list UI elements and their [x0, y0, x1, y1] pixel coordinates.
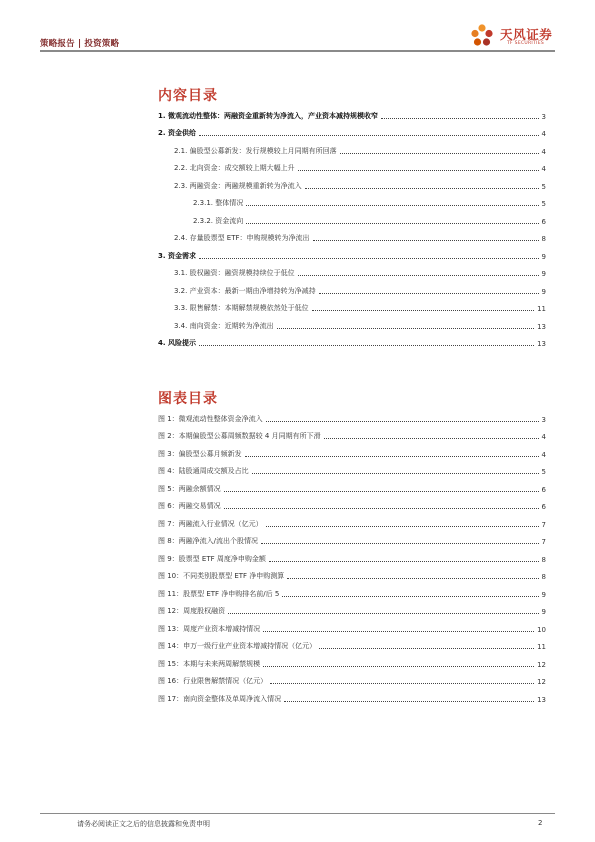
figure-entry-page: 11 — [537, 643, 546, 651]
figure-entry-label: 图 8：两融净流入/流出个股情况 — [158, 537, 259, 545]
figure-entry[interactable] — [158, 459, 546, 477]
figure-entry-page: 7 — [541, 538, 546, 546]
figure-entry-page: 9 — [541, 608, 546, 616]
contents-entry-page: 4 — [541, 130, 546, 138]
figure-entry[interactable] — [158, 511, 546, 529]
dot-leader — [324, 438, 539, 439]
dot-leader — [266, 421, 539, 422]
contents-list — [158, 103, 546, 348]
contents-entry[interactable] — [158, 138, 546, 156]
contents-entry[interactable] — [158, 331, 546, 349]
contents-entry[interactable] — [158, 103, 546, 121]
figure-entry-page: 6 — [541, 485, 546, 494]
contents-entry[interactable] — [158, 243, 546, 261]
dot-leader — [312, 310, 534, 311]
contents-entry-label: 3.4. 南向资金：近期转为净流出 — [174, 321, 274, 330]
figure-entry-page: 8 — [541, 555, 546, 564]
figure-entry-page: 5 — [541, 468, 546, 476]
dot-leader — [246, 205, 538, 206]
contents-entry-label: 2.2. 北向资金：成交额较上期大幅上升 — [174, 164, 295, 172]
contents-entry[interactable] — [158, 278, 546, 296]
figure-entry-label: 图 4：陆股通周成交额及占比 — [158, 467, 249, 475]
header-divider — [40, 50, 555, 52]
contents-entry[interactable] — [158, 296, 546, 314]
figure-entry[interactable] — [158, 529, 546, 547]
dot-leader — [313, 240, 539, 241]
contents-entry-page: 4 — [541, 165, 546, 173]
contents-entry-label: 3.2. 产业资本：最新一期由净增持转为净减持 — [174, 286, 316, 295]
dot-leader — [228, 613, 538, 614]
dot-leader — [298, 170, 539, 171]
figures-list — [158, 406, 546, 704]
figures-heading: 图表目录 — [158, 391, 218, 407]
dot-leader — [270, 683, 534, 684]
figure-entry-page: 12 — [537, 678, 546, 686]
contents-entry-page: 8 — [541, 235, 546, 243]
contents-entry[interactable] — [158, 261, 546, 279]
figure-entry[interactable] — [158, 441, 546, 459]
contents-entry-page: 5 — [541, 182, 546, 191]
figure-entry-page: 10 — [537, 625, 546, 634]
dot-leader — [224, 491, 539, 492]
report-type-label: 策略报告 | 投资策略 — [40, 39, 120, 49]
contents-entry-page: 13 — [537, 322, 546, 331]
dot-leader — [340, 153, 539, 154]
contents-entry-page: 11 — [537, 305, 546, 313]
figure-entry-label: 图 15：本期与未来两周解禁规模 — [158, 659, 261, 668]
figure-entry-label: 图 14：申万一级行业产业资本增减持情况（亿元） — [158, 642, 317, 650]
figure-entry-page: 13 — [537, 695, 546, 704]
figure-entry[interactable] — [158, 546, 546, 564]
dot-leader — [269, 561, 539, 562]
contents-entry-page: 9 — [541, 270, 546, 278]
contents-entry-label: 3. 资金需求 — [158, 251, 196, 260]
figure-entry-label: 图 7：两融流入行业情况（亿元） — [158, 519, 263, 528]
contents-entry[interactable] — [158, 208, 546, 226]
contents-entry-label: 3.3. 限售解禁：本期解禁规模依然处于低位 — [174, 304, 309, 312]
footer-divider — [40, 813, 555, 814]
pinwheel-logo-icon — [467, 21, 497, 51]
dot-leader — [284, 701, 534, 702]
dot-leader — [199, 135, 539, 136]
contents-entry[interactable] — [158, 156, 546, 174]
dot-leader — [263, 631, 534, 632]
figure-entry-label: 图 11：股票型 ETF 净申购排名前/后 5 — [158, 589, 280, 598]
figure-entry[interactable] — [158, 581, 546, 599]
figure-entry-page: 9 — [541, 590, 546, 599]
figure-entry-page: 4 — [541, 433, 546, 441]
dot-leader — [199, 258, 539, 259]
figure-entry-label: 图 1：微观流动性整体资金净流入 — [158, 414, 263, 423]
contents-entry-label: 1. 微观流动性整体：两融资金重新转为净流入，产业资本减持规模收窄 — [158, 111, 378, 120]
contents-entry[interactable] — [158, 313, 546, 331]
figure-entry-label: 图 17：南向资金整体及单周净流入情况 — [158, 694, 282, 703]
contents-entry-label: 2.3.2. 资金流向 — [193, 216, 244, 225]
figure-entry-page: 7 — [541, 520, 546, 529]
company-logo — [467, 21, 567, 51]
contents-entry-label: 2.3.1. 整体情况 — [193, 199, 244, 207]
contents-entry-page: 6 — [541, 217, 546, 226]
figure-entry[interactable] — [158, 634, 546, 652]
dot-leader — [305, 188, 539, 189]
figure-entry-label: 图 12：周度股权融资 — [158, 607, 226, 615]
dot-leader — [224, 508, 539, 509]
figure-entry-page: 8 — [541, 573, 546, 581]
contents-entry-page: 13 — [537, 340, 546, 348]
dot-leader — [263, 666, 534, 667]
figure-entry[interactable] — [158, 651, 546, 669]
figure-entry-page: 12 — [537, 660, 546, 669]
figure-entry[interactable] — [158, 669, 546, 687]
figure-entry-page: 3 — [541, 415, 546, 424]
contents-entry-page: 3 — [541, 112, 546, 121]
dot-leader — [252, 473, 539, 474]
figure-entry[interactable] — [158, 424, 546, 442]
dot-leader — [266, 526, 539, 527]
contents-entry-page: 4 — [541, 147, 546, 156]
contents-entry-label: 2.3. 两融资金：两融规模重新转为净流入 — [174, 181, 302, 190]
contents-entry-label: 3.1. 股权融资：融资规模持续位于低位 — [174, 269, 295, 277]
figure-entry[interactable] — [158, 616, 546, 634]
figure-entry-label: 图 6：两融交易情况 — [158, 502, 221, 510]
figure-entry-label: 图 9：股票型 ETF 周度净申购金额 — [158, 554, 266, 563]
dot-leader — [282, 596, 538, 597]
figure-entry-label: 图 3：偏股型公募月频新发 — [158, 449, 242, 458]
contents-entry-label: 2. 资金供给 — [158, 129, 196, 137]
contents-entry-page: 5 — [541, 200, 546, 208]
dot-leader — [298, 275, 539, 276]
logo-english-name: TF SECURITIES — [507, 41, 545, 46]
disclaimer-text: 请务必阅读正文之后的信息披露和免责申明 — [77, 820, 210, 828]
dot-leader — [245, 456, 539, 457]
figure-entry-label: 图 2：本期偏股型公募周频数据较 4 月同期有所下滑 — [158, 432, 321, 440]
contents-entry[interactable] — [158, 191, 546, 209]
logo-chinese-name: 天风证券 — [500, 27, 553, 42]
contents-entry-label: 2.4. 存量股票型 ETF：申购规模转为净流出 — [174, 234, 310, 242]
dot-leader — [246, 223, 538, 224]
figure-entry[interactable] — [158, 599, 546, 617]
dot-leader — [277, 328, 534, 329]
figure-entry-label: 图 10：不同类别股票型 ETF 净申购测算 — [158, 572, 285, 580]
dot-leader — [319, 648, 534, 649]
contents-entry-page: 9 — [541, 252, 546, 261]
contents-heading: 内容目录 — [158, 88, 218, 104]
contents-entry[interactable] — [158, 121, 546, 139]
figure-entry-label: 图 13：周度产业资本增减持情况 — [158, 624, 261, 633]
dot-leader — [261, 543, 538, 544]
page-number: 2 — [538, 819, 543, 827]
contents-entry-label: 2.1. 偏股型公募新发：发行规模较上月同期有所回落 — [174, 146, 337, 155]
dot-leader — [287, 578, 538, 579]
figure-entry-label: 图 5：两融余额情况 — [158, 484, 221, 493]
contents-entry-label: 4. 风险提示 — [158, 339, 196, 347]
contents-entry-page: 9 — [541, 287, 546, 296]
dot-leader — [199, 345, 534, 346]
contents-entry[interactable] — [158, 226, 546, 244]
dot-leader — [319, 293, 539, 294]
figure-entry-page: 6 — [541, 503, 546, 511]
figure-entry[interactable] — [158, 406, 546, 424]
figure-entry[interactable] — [158, 476, 546, 494]
figure-entry[interactable] — [158, 564, 546, 582]
figure-entry-page: 4 — [541, 450, 546, 459]
contents-entry[interactable] — [158, 173, 546, 191]
dot-leader — [381, 118, 539, 119]
figure-entry[interactable] — [158, 494, 546, 512]
figure-entry-label: 图 16：行业限售解禁情况（亿元） — [158, 677, 268, 685]
figure-entry[interactable] — [158, 686, 546, 704]
